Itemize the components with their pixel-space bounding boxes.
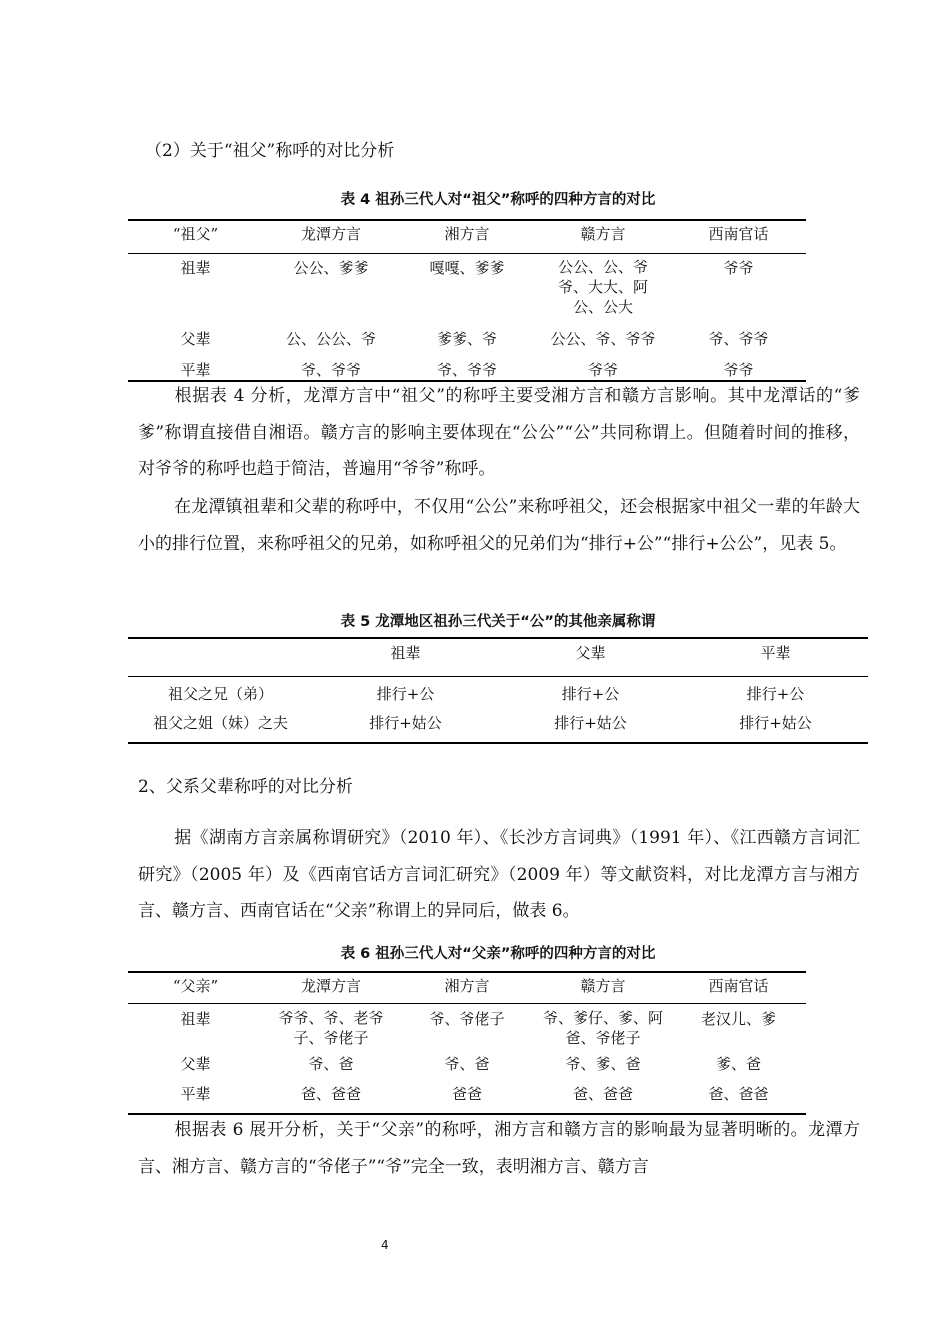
table6-top-rule (128, 971, 806, 973)
table4-cell: 爹爹、爷 (436, 330, 497, 348)
table5-cell: 排行+姑公 (369, 714, 442, 732)
table5-header-cell: 平辈 (760, 644, 791, 662)
page-number: 4 (381, 1238, 389, 1252)
section-heading-grandfather: （2）关于“祖父”称呼的对比分析 (145, 141, 395, 161)
table4-header-cell: 赣方言 (580, 225, 626, 243)
table6-header-cell: 赣方言 (580, 977, 626, 995)
table4-header-cell: 龙潭方言 (300, 225, 361, 243)
table4-top-rule (128, 219, 806, 221)
table4-cell: 公、公公、爷 (285, 330, 376, 348)
table6-cell: 爸、爸爸 (708, 1085, 769, 1103)
table4-cell: 祖辈 (180, 258, 211, 277)
table6-cell: 父辈 (180, 1055, 211, 1073)
table6-cell: 爸、爸爸 (572, 1085, 633, 1103)
table-row (128, 1053, 806, 1083)
table6-cell: 爷、爸 (444, 1055, 490, 1073)
table4-cell: 爷爷 (587, 361, 618, 379)
table4-header-cell: 湘方言 (444, 225, 490, 243)
paragraph: 据《湖南方言亲属称谓研究》（2010 年）、《长沙方言词典》（1991 年）、《江西赣方言词汇研究》（2005 年）及《西南官话方言词汇研究》（2009 年）等文献资料，对比龙潭方言与湘方言、赣方言、西南官话在“父亲”称谓上的异同后，做表 6。 (138, 828, 860, 921)
table5-header-cell: 祖辈 (390, 644, 421, 662)
table5-cell: 排行+姑公 (554, 714, 627, 732)
table4-header-cell: “祖父” (172, 225, 219, 243)
table6-cell: 爷、爷佬子 (429, 1009, 505, 1028)
table6-cell: 爷、爸 (308, 1055, 354, 1073)
table5-cell: 排行+公 (746, 684, 805, 703)
table5-cell: 排行+公 (376, 684, 435, 703)
table4-cell: 平辈 (180, 361, 211, 379)
paragraph: 根据表 6 展开分析，关于“父亲”的称呼，湘方言和赣方言的影响最为显著明晰的。龙潭方言、湘方言、赣方言的“爷佬子”“爷”完全一致，表明湘方言、赣方言 (138, 1120, 860, 1177)
table4-cell: 爷、爷爷 (436, 361, 497, 379)
table5-bottom-rule (128, 742, 868, 744)
table6-cell: 爷、爹、爸 (565, 1055, 641, 1073)
table-row (128, 708, 868, 740)
table6-cell: 爸、爸爸 (300, 1085, 361, 1103)
table6-header-cell: 西南官话 (708, 977, 769, 995)
table4-cell: 爷、爷爷 (708, 330, 769, 348)
table6-caption: 表 6 祖孙三代人对“父亲”称呼的四种方言的对比 (340, 946, 656, 962)
table4-cell: 公公、爹爹 (293, 258, 369, 277)
table6-cell: 祖辈 (180, 1009, 211, 1028)
table6-cell: 老汉儿、爹 (700, 1009, 776, 1028)
table5-cell: 祖父之兄（弟） (167, 684, 273, 703)
table5 (128, 642, 868, 740)
table5-cell: 排行+姑公 (739, 714, 812, 732)
section-heading-father: 2、父系父辈称呼的对比分析 (138, 777, 353, 797)
table4-header-cell: 西南官话 (708, 225, 769, 243)
table5-caption: 表 5 龙潭地区祖孙三代关于“公”的其他亲属称谓 (340, 614, 656, 630)
table6-cell: 爷爷、爷、老爷子、爷佬子 (278, 1008, 384, 1047)
paragraph: 在龙潭镇祖辈和父辈的称呼中，不仅用“公公”来称呼祖父，还会根据家中祖父一辈的年龄大小的排行位置，来称呼祖父的兄弟，如称呼祖父的兄弟们为“排行+公”“排行+公公”，见表 5。 (138, 497, 860, 554)
table4-cell: 爷爷 (723, 258, 754, 277)
table6-cell: 爹、爸 (715, 1055, 761, 1073)
table4 (128, 223, 806, 385)
table5-cell: 祖父之姐（妹）之夫 (152, 714, 288, 732)
table5-header-cell (128, 642, 313, 676)
table6-header-cell: 湘方言 (444, 977, 490, 995)
table4-cell: 公公、公、爷爷、大大、阿公、公大 (557, 257, 648, 316)
table4-cell: 父辈 (180, 330, 211, 348)
table-row (128, 328, 806, 359)
table6-cell: 爷、爹仔、爹、阿爸、爷佬子 (543, 1008, 664, 1047)
table-row (128, 1003, 806, 1053)
table6-cell: 平辈 (180, 1085, 211, 1103)
table-row (128, 1083, 806, 1111)
table5-top-rule (128, 637, 868, 639)
table4-cell: 嘎嘎、爹爹 (429, 258, 505, 277)
table4-cell: 爷爷 (723, 361, 754, 379)
table6-header-cell: 龙潭方言 (300, 977, 361, 995)
table5-cell: 排行+公 (561, 684, 620, 703)
paragraph: 根据表 4 分析，龙潭方言中“祖父”的称呼主要受湘方言和赣方言影响。其中龙潭话的“爹爹”称谓直接借自湘语。赣方言的影响主要体现在“公公”“公”共同称谓上。但随着时间的推移，对爷爷的称呼也趋于简洁，普遍用“爷爷”称呼。 (138, 386, 860, 479)
table6-header-cell: “父亲” (172, 977, 219, 995)
table4-caption: 表 4 祖孙三代人对“祖父”称呼的四种方言的对比 (340, 192, 656, 208)
table4-cell: 公公、爷、爷爷 (550, 330, 656, 348)
table5-header-cell: 父辈 (575, 644, 606, 662)
table-row (128, 253, 806, 328)
table-row (128, 676, 868, 708)
table4-cell: 爷、爷爷 (300, 361, 361, 379)
table6-cell: 爸爸 (451, 1085, 482, 1103)
table6 (128, 975, 806, 1111)
